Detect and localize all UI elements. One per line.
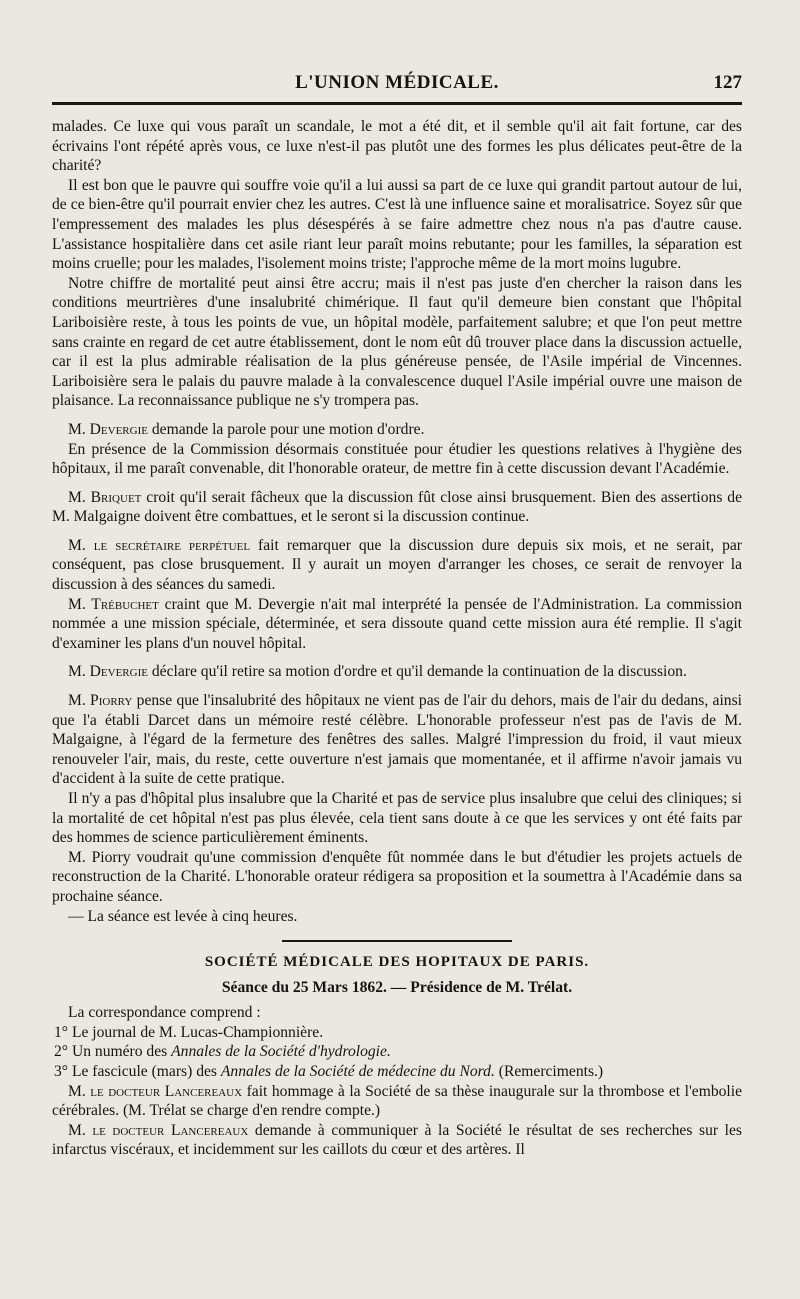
list-item: 2° Un numéro des Annales de la Société d'hydrologie.: [54, 1043, 391, 1061]
discussion-paragraph: M. Piorry pense que l'insalubrité des hôpitaux ne vient pas de l'air du dehors, mais de l'air du dedans, ainsi que l'a établi Darcet dans un mémoire resté célèbre. L'honorable professeur n'est pas de l'avis de M. Malgaigne, à l'égard de la fermeture des fenêtres des salles. Malgré l'impression du froid, il vaut mieux renouveler l'air, mais, du reste, cette ouverture n'est jamais que momentanée, et il affirme n'avoir jamais vu d'accident à la suite de cette pratique.: [52, 692, 743, 788]
paragraph: Il est bon que le pauvre qui souffre voie qu'il a lui aussi sa part de ce luxe qui grandit partout autour de lui, de ce bien-être qu'il pourrait envier chez les autres. C'est là une influence saine et moralisatrice. Soyez sûr que l'empressement des malades les plus désespérés à se faire admettre chez nous n'a pas d'autre cause. L'assistance hospitalière dans cet asile riant leur paraît moins rebutante; pour les familles, la séparation est moins cruelle; pour les malades, l'isolement moins triste; l'approche même de la mort moins lugubre.: [52, 176, 742, 273]
discussion-paragraph: M. Briquet croit qu'il serait fâcheux que la discussion fût close ainsi brusquement. Bien des assertions de M. Malgaigne doivent être combattues, et le seront si la discussion continue.: [52, 488, 743, 526]
speaker: M. Devergie: [68, 420, 148, 438]
section-divider: [282, 940, 512, 942]
page-number: 127: [713, 72, 742, 93]
speaker: M. Devergie: [68, 663, 148, 681]
document-page: [52, 62, 742, 1160]
speaker: M. le docteur Lancereaux: [68, 1082, 243, 1100]
discussion-paragraph: M. Devergie demande la parole pour une motion d'ordre.: [68, 420, 425, 438]
speaker: M. le secrétaire perpétuel: [68, 536, 251, 554]
society-title: SOCIÉTÉ MÉDICALE DES HOPITAUX DE PARIS.: [204, 954, 590, 971]
page-header: [52, 62, 742, 100]
paragraph: malades. Ce luxe qui vous paraît un scandale, le mot a été dit, et il semble qu'il ait fait fortune, car des écrivains l'ont répété après vous, ce luxe n'est-il pas plutôt une des formes les plus délicates peut-être de la charité?: [52, 118, 742, 175]
session-line: Séance du 25 Mars 1862. — Présidence de M. Trélat.: [221, 979, 573, 997]
speaker: M. Trébuchet: [68, 595, 159, 613]
discussion-paragraph: M. Devergie déclare qu'il retire sa motion d'ordre et qu'il demande la continuation de la discussion.: [68, 663, 687, 681]
list-item: 3° Le fascicule (mars) des Annales de la Société de médecine du Nord. (Remerciments.): [54, 1062, 604, 1080]
running-title: L'UNION MÉDICALE.: [295, 72, 499, 93]
list-item: 1° Le journal de M. Lucas-Championnière.: [54, 1023, 324, 1041]
discussion-paragraph: M. le secrétaire perpétuel fait remarquer que la discussion dure depuis six mois, et ne serait, par conséquent, pas close brusquement. Il y aurait un moyen d'arranger les choses, ce serait de renvoyer la discussion à des séances du samedi.: [52, 536, 742, 594]
session-close: — La séance est levée à cinq heures.: [68, 907, 298, 925]
society-paragraph: M. le docteur Lancereaux demande à communiquer à la Société le résultat de ses recherches sur les infarctus viscéraux, et incidemment sur les caillots du cœur et des artères. Il: [52, 1121, 742, 1159]
speaker: M. Piorry: [68, 692, 133, 710]
header-rule: [52, 102, 742, 105]
discussion-paragraph: En présence de la Commission désormais constituée pour étudier les questions relatives à l'hygiène des hôpitaux, il me paraît convenable, dit l'honorable orateur, de mettre fin à cette discussion devant l'Académie.: [52, 440, 742, 478]
society-paragraph: M. le docteur Lancereaux fait hommage à la Société de sa thèse inaugurale sur la thrombose et l'embolie cérébrales. (M. Trélat se charge d'en rendre compte.): [52, 1082, 742, 1120]
paragraph: Notre chiffre de mortalité peut ainsi être accru; mais il n'est pas juste d'en chercher la raison dans les conditions meurtrières d'une insalubrité chimérique. Il faut qu'il demeure bien constant que l'hôpital Lariboisière reste, à tous les points de vue, un hôpital modèle, parfaitement salubre; et que l'on peut mettre sans crainte en regard de cet autre établissement, dont le nom eût dû trouver place dans la discussion actuelle, car il est la plus admirable réalisation de la plus généreuse pensée, de l'Asile impérial de Vincennes. Lariboisière sera le palais du pauvre malade à la convalescence duquel l'Asile impérial ouvre une maison de plaisance. La reconnaissance publique ne s'y trompera pas.: [52, 274, 742, 410]
correspondance-intro: La correspondance comprend :: [68, 1004, 261, 1022]
discussion-paragraph: M. Trébuchet craint que M. Devergie n'ait mal interprété la pensée de l'Administration. La commission nommée a une mission spéciale, déterminée, et sera dissoute quand cette mission aura été remplie. Il s'agit d'examiner les plans d'un nouvel hôpital.: [52, 595, 742, 652]
discussion-paragraph: M. Piorry voudrait qu'une commission d'enquête fût nommée dans le but d'étudier les projets actuels de reconstruction de la Charité. L'honorable orateur rédigera sa proposition et la soumettra à l'Académie dans sa prochaine séance.: [52, 848, 742, 905]
discussion-paragraph: Il n'y a pas d'hôpital plus insalubre que la Charité et pas de service plus insalubre que celui des cliniques; si la mortalité de cet hôpital n'est pas plus élevée, cela tient sans doute à ce que les services y ont été faits par des hommes de science particulièrement éminents.: [52, 790, 742, 847]
speaker: M. le docteur Lancereaux: [68, 1121, 249, 1139]
speaker: M. Briquet: [68, 488, 142, 506]
